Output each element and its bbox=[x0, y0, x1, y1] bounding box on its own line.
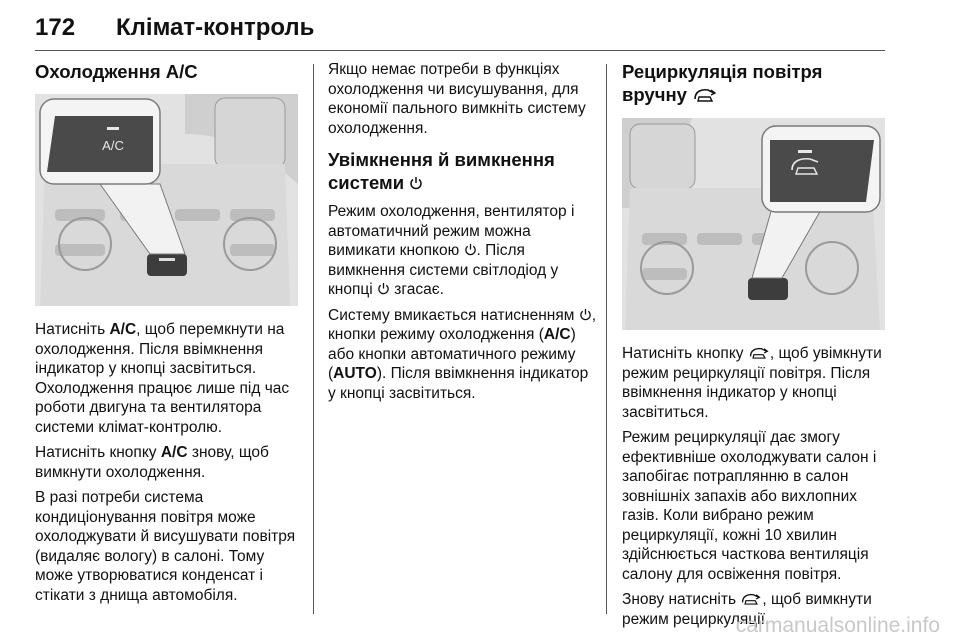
power-icon bbox=[409, 176, 423, 191]
figure-recirculation-button bbox=[622, 118, 885, 330]
figure-ac-label: A/C bbox=[102, 138, 124, 153]
column-1 bbox=[35, 60, 303, 611]
paragraph-recirc-2: Режим рециркуляції дає змогу ефективніше охолоджувати салон і запобігає потраплянню в салон зовнішніх запахів або вихлопних газів. Коли вибрано режим рециркуляції, кожні 10 хвилин здійснюється часткова вентиляція салону для освіження повітря. bbox=[622, 429, 877, 583]
column-2 bbox=[328, 60, 596, 409]
recirculation-icon bbox=[748, 346, 770, 360]
column-divider-2 bbox=[606, 64, 607, 614]
section-heading-ac: Охолодження A/C bbox=[35, 61, 198, 82]
recirculation-icon bbox=[692, 87, 718, 103]
paragraph-on-off-2: Систему вмикається натисненням , кнопки режиму охолодження (A/C) або кнопки автоматичного режиму (AUTO). Після ввімкнення індикатор у кнопці засвітиться. bbox=[328, 306, 596, 402]
paragraph-recirc-1: Натисніть кнопку , щоб увімкнути режим рециркуляції повітря. Після ввімкнення індикатор у кнопці засвітиться. bbox=[622, 345, 882, 421]
figure-ac-button bbox=[35, 94, 298, 306]
power-icon bbox=[377, 282, 390, 296]
watermark: carmanualsonline.info bbox=[735, 614, 940, 637]
paragraph-ac-3: В разі потреби система кондиціонування повітря може охолоджувати й висушувати повітря (видаляє вологу) в салоні. Тому може утворюватися конденсат і стікати з днища автомобіля. bbox=[35, 489, 296, 604]
paragraph-ac-1: Натисніть A/C, щоб перемкнути на охолодження. Після ввімкнення індикатор у кнопці засвітиться. Охолодження працює лише під час роботи двигуна та вентилятора системи клімат-контролю. bbox=[35, 321, 290, 436]
paragraph-on-off-1: Режим охолодження, вентилятор і автоматичний режим можна вимикати кнопкою . Після вимкнення системи світлодіод у кнопці згасає. bbox=[328, 203, 575, 298]
paragraph-economy: Якщо немає потреби в функціях охолодження чи висушування, для економії пального вимкніть систему охолодження. bbox=[328, 61, 586, 137]
page-number: 172 bbox=[35, 14, 76, 41]
chapter-title: Клімат-контроль bbox=[116, 14, 315, 41]
recirculation-icon bbox=[740, 592, 762, 606]
section-heading-recirculation: Рециркуляція повітря вручну bbox=[622, 61, 823, 105]
power-icon bbox=[579, 308, 592, 322]
paragraph-ac-2: Натисніть кнопку A/C знову, щоб вимкнути охолодження. bbox=[35, 444, 269, 481]
column-3 bbox=[622, 60, 892, 635]
header-rule bbox=[35, 50, 885, 51]
column-divider-1 bbox=[313, 64, 314, 614]
power-icon bbox=[464, 243, 477, 257]
paragraph-recirc-3: Знову натисніть , щоб вимкнути режим рециркуляції. bbox=[622, 591, 872, 628]
section-heading-on-off: Увімкнення й вимкнення системи bbox=[328, 149, 555, 193]
